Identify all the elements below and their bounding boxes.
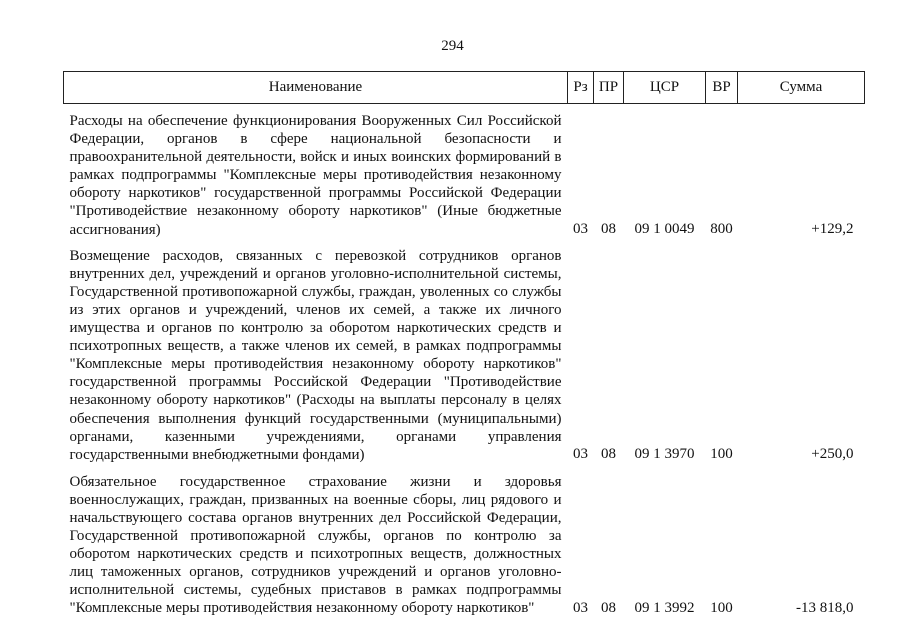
row-name: Обязательное государственное страхование жизни и здоровья военнослужащих, граждан, призванных на военные сборы, лиц рядового и начальствующего состава органов внутренних дел Российской Федерации, Государственной противопожарной службы, органов по контролю за оборотом наркотических средств и психотропных веществ, должностных лиц таможенных органов, сотрудников учреждений и органов уголовно-исполнительной системы, судебных приставов в рамках подпрограммы "Комплексные меры противодействия незаконному обороту наркотиков" bbox=[69, 473, 562, 617]
row-pr: 08 bbox=[601, 599, 616, 616]
row-vr: 800 bbox=[710, 220, 733, 237]
header-vr: ВР bbox=[706, 72, 738, 104]
row-rz: 03 bbox=[573, 599, 588, 616]
header-sum: Сумма bbox=[738, 72, 865, 104]
row-name: Расходы на обеспечение функционирования Вооруженных Сил Российской Федерации, органов в сфере национальной безопасности и правоохранительной деятельности, войск и иных воинских формирований в рамках подпрограммы "Комплексные меры противодействия незаконному обороту наркотиков" государственной программы Российской Федерации "Противодействие незаконному обороту наркотиков" (Иные бюджетные ассигнования) bbox=[69, 113, 562, 238]
page-number: 294 bbox=[441, 38, 464, 54]
table-row bbox=[64, 464, 865, 618]
header-rz: Рз bbox=[568, 72, 594, 104]
row-pr: 08 bbox=[601, 445, 616, 462]
row-sum: -13 818,0 bbox=[796, 599, 854, 616]
row-csr: 09 1 3970 bbox=[634, 445, 695, 462]
row-csr: 09 1 3992 bbox=[634, 599, 695, 616]
row-rz: 03 bbox=[573, 220, 588, 237]
table-header-row bbox=[64, 72, 865, 104]
row-sum: +129,2 bbox=[811, 220, 854, 237]
row-rz: 03 bbox=[573, 445, 588, 462]
header-csr: ЦСР bbox=[624, 72, 706, 104]
table-row bbox=[64, 239, 865, 464]
row-csr: 09 1 0049 bbox=[634, 220, 695, 237]
header-name: Наименование bbox=[64, 72, 568, 104]
header-pr: ПР bbox=[594, 72, 624, 104]
row-sum: +250,0 bbox=[811, 445, 854, 462]
budget-table bbox=[63, 71, 865, 618]
row-pr: 08 bbox=[601, 220, 616, 237]
table-row bbox=[64, 104, 865, 239]
row-vr: 100 bbox=[710, 445, 733, 462]
row-vr: 100 bbox=[710, 599, 733, 616]
row-name: Возмещение расходов, связанных с перевозкой сотрудников органов внутренних дел, учреждений и органов уголовно-исполнительной системы, Государственной противопожарной службы, граждан, уволенных со службы из этих органов и учреждений, членов их семей, а также их личного имущества и органов по контролю за оборотом наркотических средств и психотропных веществ, а также членов их семей, в рамках подпрограммы "Комплексные меры противодействия незаконному обороту наркотиков" государственной программы Российской Федерации "Противодействие незаконному обороту наркотиков" (Расходы на выплаты персоналу в целях обеспечения выполнения функций государственными (муниципальными) органами, казенными учреждениями, органами управления государственными внебюджетными фондами) bbox=[69, 247, 562, 463]
